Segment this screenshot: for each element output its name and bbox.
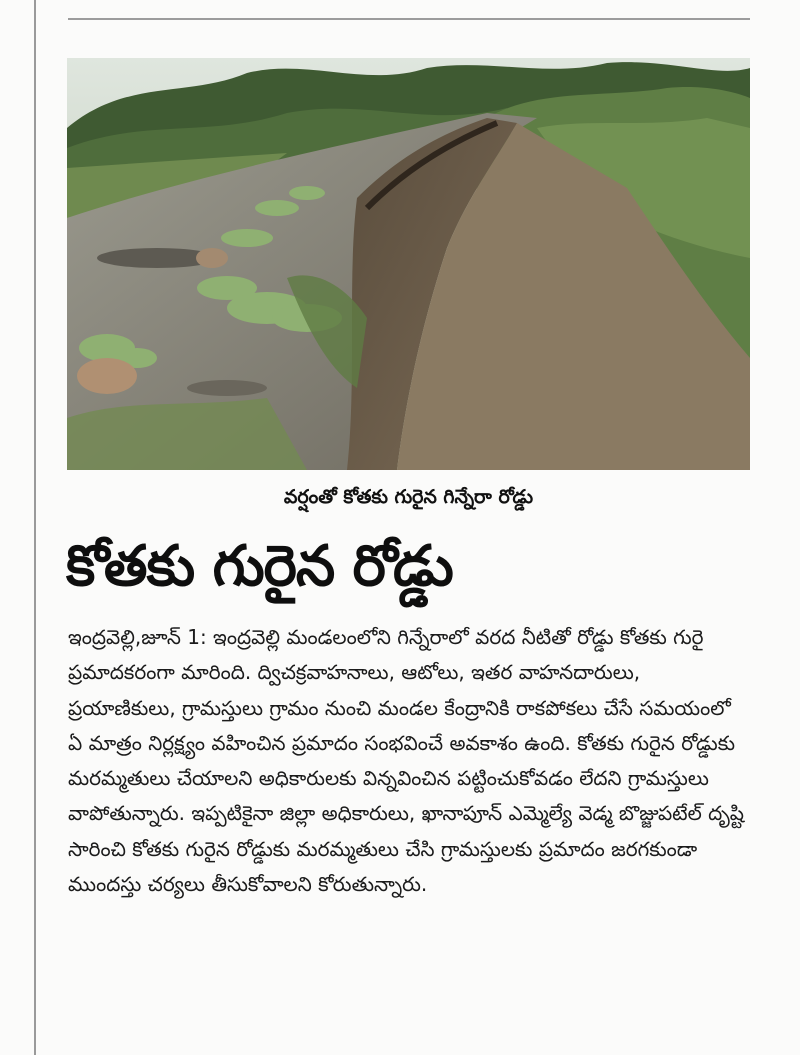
headline: కోతకు గురైన రోడ్డు <box>66 534 453 599</box>
photo-caption: వర్షంతో కోతకు గురైన గిన్నేరా రోడ్డు <box>283 486 534 508</box>
column-divider <box>34 0 36 1055</box>
top-divider <box>68 18 750 20</box>
photo-illustration <box>67 58 750 470</box>
news-photo-eroded-road <box>67 58 750 470</box>
article-paragraph: ఇంద్రవెల్లి,జూన్ 1: ఇంద్రవెల్లి మండలంలోని గిన్నేరాలో వరద నీటితో రోడ్డు కోతకు గురై ప్రమాదకరంగా మారింది. ద్విచక్రవాహనాలు, ఆటోలు, ఇతర వాహనదారులు, ప్రయాణికులు, గ్రామస్తులు గ్రామం నుంచి మండల కేంద్రానికి రాకపోకలు చేసే సమయంలో ఏ మాత్రం నిర్లక్ష్యం వహించిన ప్రమాదం సంభవించే అవకాశం ఉంది. కోతకు గురైన రోడ్డుకు మరమ్మతులు చేయాలని అధికారులకు విన్నవించిన పట్టించుకోవడం లేదని గ్రామస్తులు వాపోతున్నారు. ఇప్పటికైనా జిల్లా అధికారులు, ఖానాపూన్ ఎమ్మెల్యే వెడ్మ బొజ్జుపటేల్ దృష్టి సారించి కోతకు గురైన రోడ్డుకు మరమ్మతులు చేసి గ్రామస్తులకు ప్రమాదం జరగకుండా ముందస్తు చర్యలు తీసుకోవాలని కోరుతున్నారు. <box>68 625 744 897</box>
article-body <box>68 620 750 902</box>
